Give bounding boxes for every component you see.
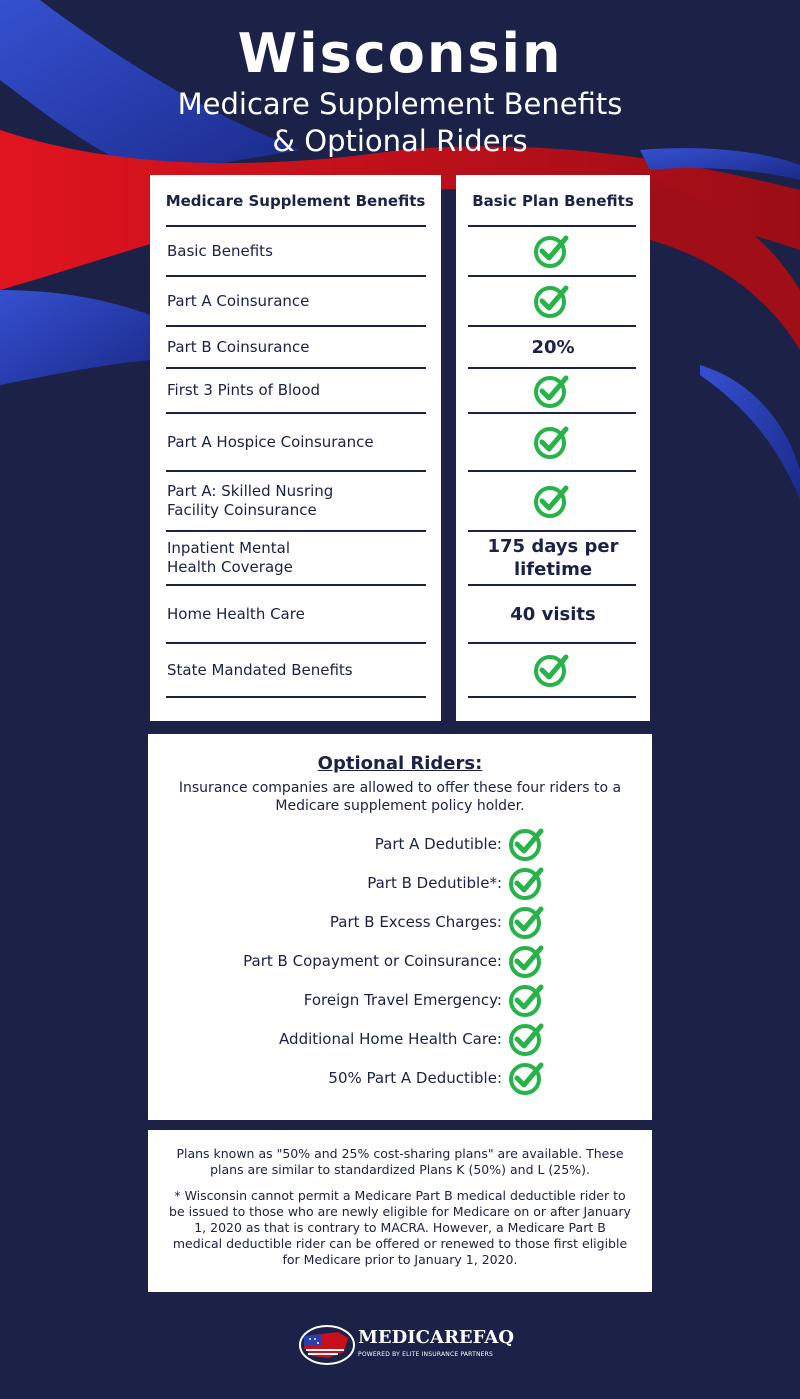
rider-label: Additional Home Health Care: [279, 1030, 502, 1048]
page-subtitle-line1: Medicare Supplement Benefits [177, 87, 623, 121]
row-divider [468, 642, 636, 644]
benefits-column-header: Medicare Supplement Benefits [165, 192, 426, 210]
row-divider [468, 412, 636, 414]
check-circle-icon [508, 943, 544, 979]
rider-label: Part B Copayment or Coinsurance: [243, 952, 502, 970]
row-divider [468, 367, 636, 369]
row-divider [166, 325, 426, 327]
us-flag-map-icon [298, 1322, 356, 1368]
check-circle-icon [508, 826, 544, 862]
notes-panel [148, 1130, 652, 1292]
logo-name: MEDICAREFAQ [358, 1327, 515, 1348]
row-divider [468, 584, 636, 586]
logo-tagline: POWERED BY ELITE INSURANCE PARTNERS [358, 1351, 494, 1358]
riders-title: Optional Riders: [317, 753, 483, 774]
check-circle-icon [533, 283, 569, 319]
benefit-label: Inpatient Mental Health Coverage [167, 539, 293, 576]
benefit-label: State Mandated Benefits [167, 660, 353, 679]
rider-label: Part A Dedutible: [374, 835, 502, 853]
rider-label: 50% Part A Deductible: [328, 1069, 502, 1087]
check-circle-icon [508, 1021, 544, 1057]
row-divider [166, 225, 426, 227]
rider-label: Foreign Travel Emergency: [303, 991, 502, 1009]
check-circle-icon [533, 373, 569, 409]
benefit-label: First 3 Pints of Blood [167, 381, 321, 399]
row-divider [468, 275, 636, 277]
row-divider [468, 325, 636, 327]
benefit-value: 20% [531, 336, 575, 358]
row-divider [468, 470, 636, 472]
rider-label: Part B Excess Charges: [329, 913, 502, 931]
header [0, 22, 800, 160]
page-subtitle-line2: & Optional Riders [272, 124, 528, 158]
check-circle-icon [508, 982, 544, 1018]
row-divider [166, 696, 426, 698]
row-divider [468, 696, 636, 698]
note-cost-sharing: Plans known as "50% and 25% cost-sharing plans" are available. These plans are similar to standardized Plans K (50%) and L (25%). [176, 1146, 624, 1177]
medicarefaq-logo [298, 1320, 515, 1370]
row-divider [166, 367, 426, 369]
plan-benefits-column [456, 175, 650, 721]
benefit-label: Part B Coinsurance [167, 337, 310, 356]
page-title: Wisconsin [237, 22, 563, 85]
benefit-label: Basic Benefits [167, 241, 273, 260]
benefit-label: Part A Hospice Coinsurance [167, 432, 374, 451]
check-circle-icon [533, 483, 569, 519]
benefit-value: 40 visits [510, 603, 596, 625]
row-divider [468, 225, 636, 227]
row-divider [166, 275, 426, 277]
benefit-label: Home Health Care [167, 604, 305, 623]
row-divider [468, 530, 636, 532]
row-divider [166, 584, 426, 586]
check-circle-icon [533, 652, 569, 688]
row-divider [166, 470, 426, 472]
check-circle-icon [533, 233, 569, 269]
benefit-value: 175 days per lifetime [487, 536, 619, 580]
benefit-label: Part A: Skilled Nusring Facility Coinsurance [167, 482, 334, 519]
check-circle-icon [508, 1060, 544, 1096]
row-divider [166, 530, 426, 532]
benefit-label: Part A Coinsurance [167, 291, 310, 310]
optional-riders-panel [148, 734, 652, 1120]
plan-benefits-column-header: Basic Plan Benefits [472, 192, 634, 210]
riders-description: Insurance companies are allowed to offer these four riders to a Medicare supplement policy holder. [178, 780, 622, 814]
note-part-b-deductible: * Wisconsin cannot permit a Medicare Part B medical deductible rider to be issued to those who are newly eligible for Medicare on or after January 1, 2020 as that is contrary to MACRA. However, a Medicare Part B medical deductible rider can be offered or renewed to those first eligible for Medicare prior to January 1, 2020. [169, 1188, 631, 1267]
benefits-column [150, 175, 441, 721]
check-circle-icon [533, 424, 569, 460]
row-divider [166, 412, 426, 414]
check-circle-icon [508, 904, 544, 940]
row-divider [166, 642, 426, 644]
check-circle-icon [508, 865, 544, 901]
rider-label: Part B Dedutible*: [367, 874, 502, 892]
